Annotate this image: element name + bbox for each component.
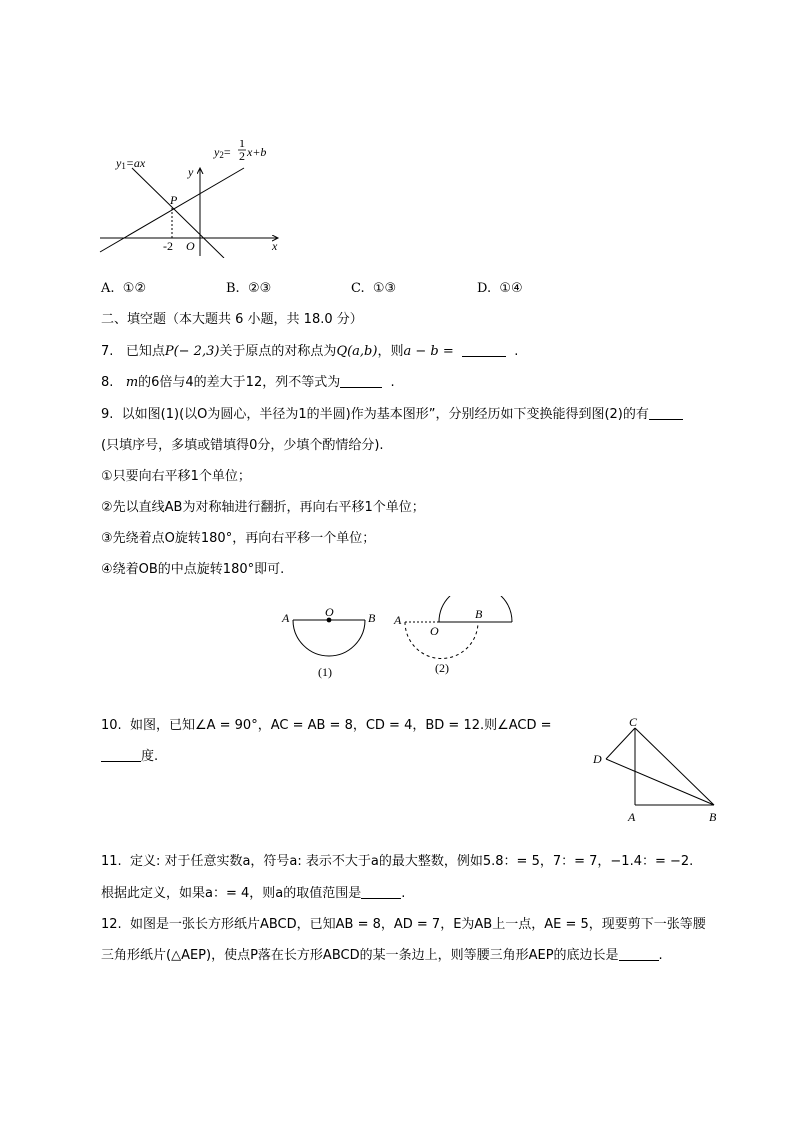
x-axis-label: x: [272, 239, 278, 253]
semicircle-2-dashed: [405, 622, 478, 659]
origin-label: O: [186, 239, 195, 253]
question-9-item-4: ④绕着OB的中点旋转180°即可.: [101, 562, 285, 577]
y2-rhs: x+b: [247, 145, 267, 159]
question-9-line-2: (只填序号，多填或错填得0分，少填个酌情给分).: [101, 438, 384, 453]
question-10-line-1: 10. 如图，已知∠A = 90°，AC = AB = 8，CD = 4，BD = 12.则∠ACD =: [101, 718, 552, 733]
triangle-figure: [588, 712, 728, 830]
question-number: 12.: [101, 917, 122, 932]
question-number: 10.: [101, 718, 122, 733]
y2-fraction-num: 1: [239, 140, 245, 150]
question-9-line-1: 9. 以如图(1)(以O为圆心，半径为1的半圆)作为基本图形”，分别经历如下变换能得到图(2)的有: [101, 405, 683, 425]
question-number: 9.: [101, 407, 114, 422]
question-11-line-1: 11. 定义: 对于任意实数a，符号a: 表示不大于a的最大整数，例如5.8：= 5，7：= 7，−1.4：= −2.: [101, 854, 694, 869]
y1-label: y1=ax: [116, 156, 146, 171]
svg-text:D: D: [593, 752, 602, 766]
svg-text:O: O: [325, 605, 334, 619]
question-10-line-2: 度.: [101, 747, 158, 767]
option-c: C. ①③: [351, 281, 397, 296]
question-number: 7.: [101, 344, 114, 359]
question-7: 7. 已知点P(− 2,3)关于原点的对称点为Q(a,b)，则a − b = .: [101, 344, 519, 359]
svg-text:B: B: [709, 810, 717, 824]
semicircle-1: [293, 620, 365, 656]
svg-text:C: C: [629, 715, 638, 729]
section-heading: 二、填空题（本大题共 6 小题，共 18.0 分）: [101, 312, 363, 327]
svg-text:A: A: [282, 611, 290, 625]
semicircle-figures: [276, 596, 526, 682]
svg-text:A: A: [628, 810, 636, 824]
question-12-line-2: 三角形纸片(△AEP)，使点P落在长方形ABCD的某一条边上，则等腰三角形AEP的底边长是 .: [101, 948, 663, 963]
question-9-item-3: ③先绕着点O旋转180°，再向右平移一个单位；: [101, 531, 376, 546]
question-number: 11.: [101, 854, 122, 869]
y2-fraction-den: 2: [239, 149, 245, 163]
answer-blank[interactable]: [462, 342, 506, 357]
question-9-item-2: ②先以直线AB为对称轴进行翻折，再向右平移1个单位；: [101, 500, 425, 515]
svg-text:B: B: [475, 607, 483, 621]
answer-blank[interactable]: [619, 946, 659, 961]
question-9-item-1: ①只要向右平移1个单位；: [101, 469, 251, 484]
y-axis-label: y: [188, 165, 194, 179]
svg-text:(1): (1): [318, 665, 332, 679]
point-p-label: P: [170, 193, 178, 207]
option-b: B. ②③: [226, 281, 272, 296]
question-8: 8. m的6倍与4的差大于12，列不等式为 .: [101, 375, 395, 390]
svg-text:O: O: [430, 624, 439, 638]
answer-blank[interactable]: [361, 884, 401, 899]
linear-functions-graph: [96, 140, 286, 258]
svg-text:(2): (2): [435, 661, 449, 675]
y2-label: y2=: [214, 145, 231, 160]
option-a: A. ①②: [101, 281, 147, 296]
line-y1: [132, 168, 224, 258]
answer-blank[interactable]: [649, 405, 683, 420]
answer-blank[interactable]: [340, 373, 382, 388]
question-12-line-1: 12. 如图是一张长方形纸片ABCD，已知AB = 8，AD = 7，E为AB上一点，AE = 5，现要剪下一张等腰: [101, 917, 706, 932]
question-number: 8.: [101, 375, 114, 390]
svg-text:A: A: [394, 613, 402, 627]
option-d: D. ①④: [477, 281, 523, 296]
tick-label: -2: [163, 239, 173, 253]
answer-blank[interactable]: [101, 747, 141, 762]
question-11-line-2: 根据此定义，如果a：= 4，则a的取值范围是 .: [101, 886, 406, 901]
svg-text:B: B: [368, 611, 376, 625]
